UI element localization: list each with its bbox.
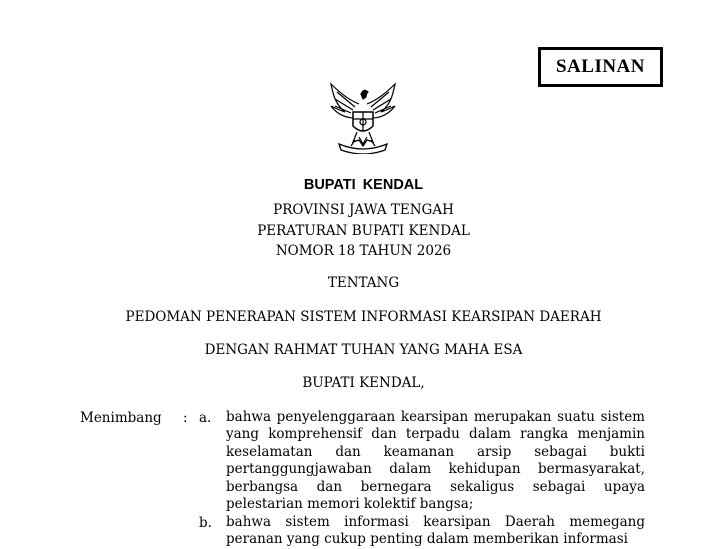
about-label: TENTANG [327,275,400,291]
regulation-subject: PEDOMAN PENERAPAN SISTEM INFORMASI KEARSIPAN DAERAH [125,309,602,325]
invocation: DENGAN RAHMAT TUHAN YANG MAHA ESA [204,342,523,358]
consideration-text: bahwa sistem informasi kearsipan Daerah memegang peranan yang cukup penting dalam memberikan informasi [226,514,645,548]
garuda-pancasila-emblem-icon [325,82,401,154]
consideration-marker: b. [199,515,212,531]
addressee: BUPATI KENDAL, [302,375,425,391]
regulation-number: NOMOR 18 TAHUN 2026 [275,243,452,259]
regulation-type: PERATURAN BUPATI KENDAL [257,223,470,239]
salinan-stamp: SALINAN [538,47,663,87]
province-name: PROVINSI JAWA TENGAH [273,202,454,218]
considerations-label: Menimbang [80,410,162,426]
consideration-marker: a. [199,410,212,426]
office-title: BUPATI KENDAL [303,177,424,193]
consideration-text: bahwa penyelenggaraan kearsipan merupakan suatu sistem yang komprehensif dan terpadu dalam rangka menjamin keselamatan dan keamanan arsip sebagai bukti pertanggungjawaban dalam kehidupan bermasyarakat, berbangsa dan bernegara sekaligus sebagai upaya pelestarian memori kolektif bangsa; [226,409,645,513]
considerations-colon: : [183,410,188,426]
